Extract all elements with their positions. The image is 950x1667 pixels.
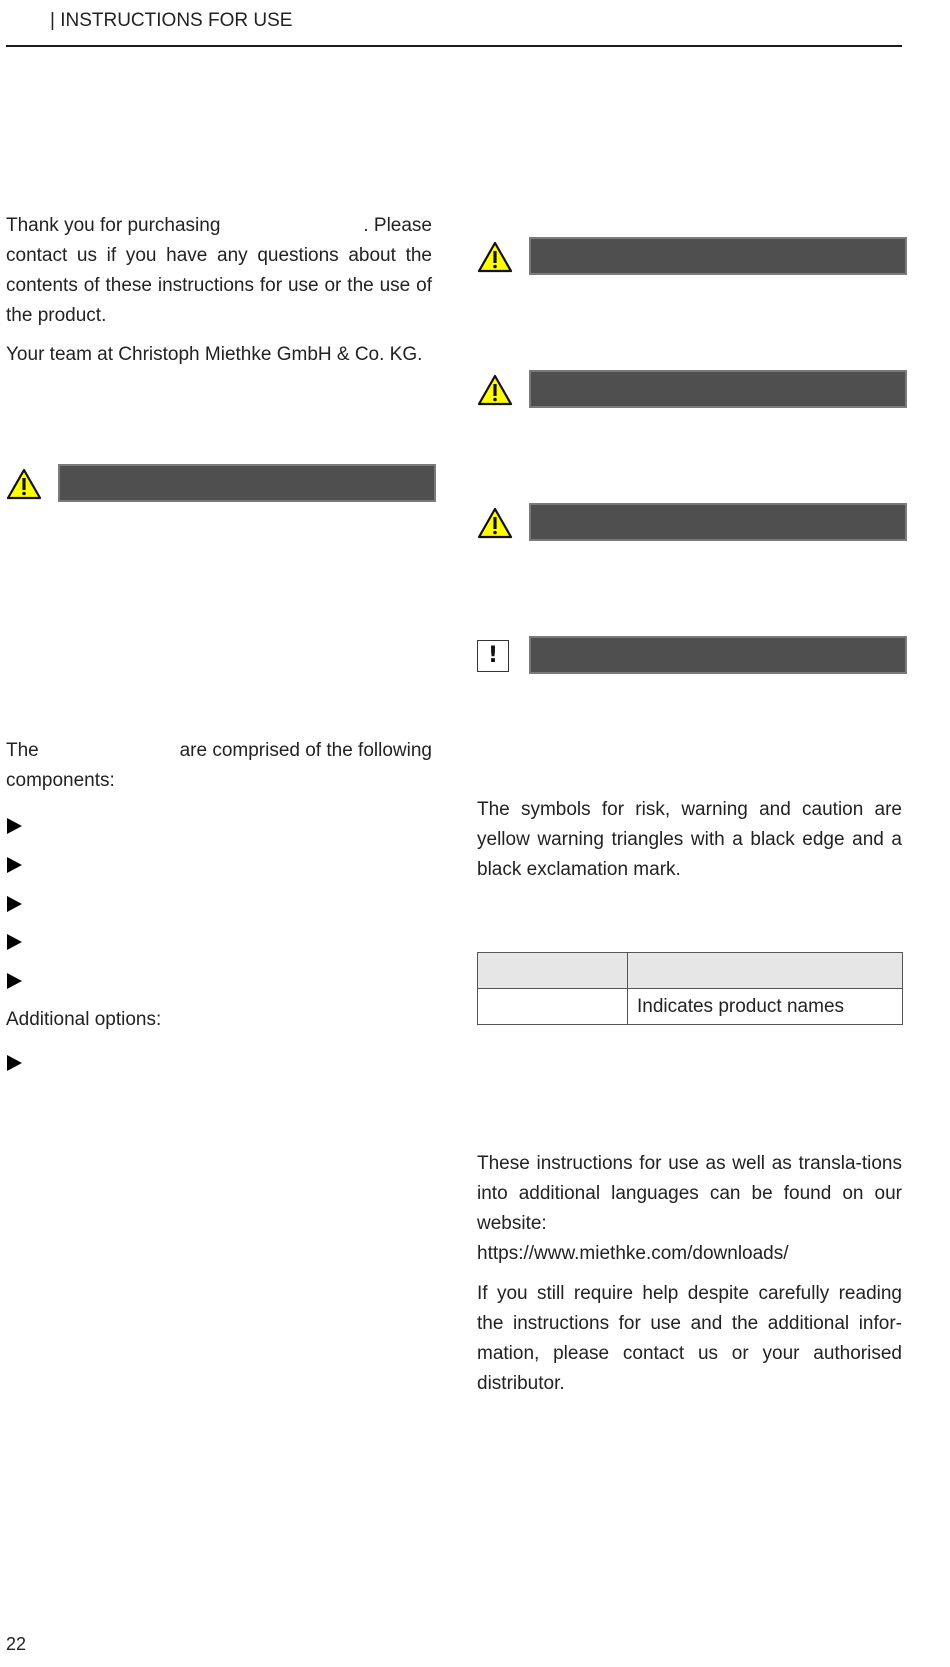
- conventions-table: [477, 952, 903, 1025]
- help-paragraph: If you still require help despite carefully reading the instructions for use and the additional infor-mation, please contact us or your authorised distributor.: [477, 1283, 902, 1394]
- additional-options-label: Additional options:: [6, 1009, 162, 1030]
- warning-block-risk: [477, 237, 907, 279]
- components-line2: components:: [6, 770, 115, 791]
- page-number: 22: [6, 1634, 27, 1654]
- table-row: [478, 989, 903, 1025]
- website-text: These instructions for use as well as transla-tions into additional languages can be found on our website:: [477, 1153, 902, 1234]
- symbols-paragraph: The symbols for risk, warning and caution are yellow warning triangles with a black edge and a black exclamation mark.: [477, 799, 902, 880]
- website-url[interactable]: https://www.miethke.com/downloads/: [477, 1243, 789, 1264]
- warning-triangle-icon: [477, 374, 513, 406]
- list-item-bullet: [7, 972, 23, 990]
- triangle-bullet-icon: [7, 1054, 23, 1072]
- list-item-bullet: [7, 817, 23, 835]
- header-title: | INSTRUCTIONS FOR USE: [50, 10, 293, 31]
- components-suffix: are comprised of the following: [179, 740, 432, 761]
- components-prefix: The: [6, 740, 39, 761]
- warning-heading-bar: [529, 237, 907, 275]
- warning-triangle-icon: [477, 241, 513, 273]
- warning-block-warning: [477, 370, 907, 412]
- table-cell: [478, 989, 628, 1025]
- note-heading-bar: [529, 636, 907, 674]
- warning-triangle-icon: [477, 507, 513, 539]
- warning-block-caution: [477, 503, 907, 545]
- components-paragraph: [6, 736, 432, 796]
- signoff-paragraph: Your team at Christoph Miethke GmbH & Co. KG.: [6, 344, 423, 365]
- warning-block-left: [6, 464, 436, 506]
- warning-triangle-icon: [6, 468, 42, 500]
- website-paragraph: [477, 1149, 902, 1269]
- table-cell: Indicates product names: [628, 989, 903, 1025]
- intro-rest: contact us if you have any questions about the contents of these instructions for use or the use of the product.: [6, 245, 432, 326]
- list-item-bullet: [7, 895, 23, 913]
- list-item-bullet: [7, 856, 23, 874]
- list-item-bullet: [7, 1054, 23, 1072]
- intro-line1-suffix: . Please: [363, 215, 432, 236]
- list-item-bullet: [7, 933, 23, 951]
- table-header-row: [478, 953, 903, 989]
- table-header-cell: [628, 953, 903, 989]
- table-header-cell: [478, 953, 628, 989]
- warning-heading-bar: [58, 464, 436, 502]
- exclamation-box-icon: !: [477, 640, 509, 672]
- intro-line1-prefix: Thank you for purchasing: [6, 215, 221, 236]
- triangle-bullet-icon: [7, 933, 23, 951]
- warning-heading-bar: [529, 503, 907, 541]
- triangle-bullet-icon: [7, 895, 23, 913]
- header-divider: [6, 45, 902, 47]
- triangle-bullet-icon: [7, 817, 23, 835]
- triangle-bullet-icon: [7, 972, 23, 990]
- triangle-bullet-icon: [7, 856, 23, 874]
- warning-heading-bar: [529, 370, 907, 408]
- note-block: [477, 636, 907, 678]
- intro-paragraph: [6, 211, 432, 331]
